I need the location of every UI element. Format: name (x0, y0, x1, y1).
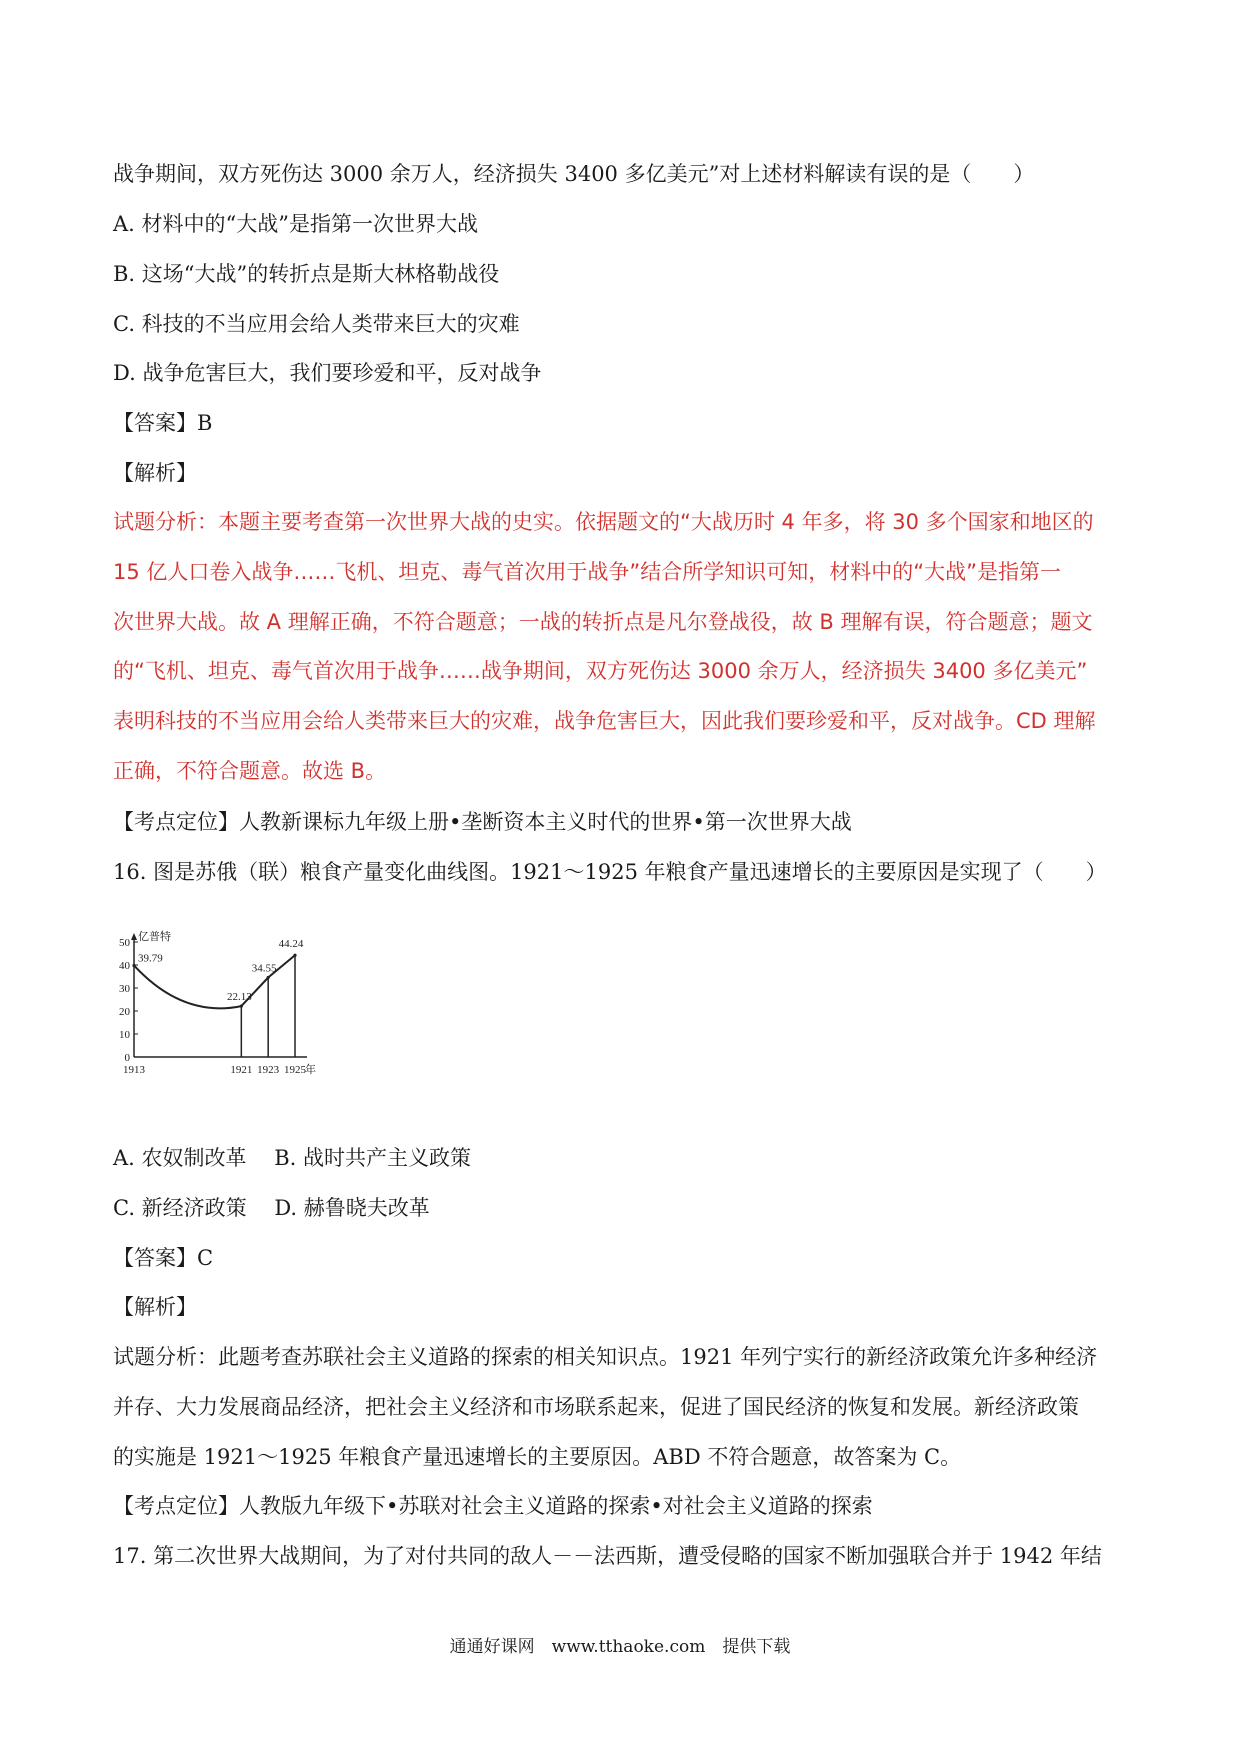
data-point (293, 954, 296, 957)
y-tick-label: 50 (119, 937, 130, 949)
q17-stem: 17. 第二次世界大战期间，为了对付共同的敌人－－法西斯，遭受侵略的国家不断加强联合并于 1942 年结 (113, 1544, 1102, 1568)
q15-analysis-line-3: 次世界大战。故 A 理解正确，不符合题意；一战的转折点是凡尔登战役，故 B 理解有误，符合题意；题文 (113, 610, 1093, 634)
y-tick-label: 0 (124, 1052, 130, 1064)
q15-analysis-line-2: 15 亿人口卷入战争……飞机、坦克、毒气首次用于战争”结合所学知识可知，材料中的“大战”是指第一 (113, 560, 1062, 584)
q15-analysis-line-6: 正确，不符合题意。故选 B。 (113, 759, 387, 783)
y-axis-label: 亿普特 (138, 931, 171, 943)
q16-point: 【考点定位】人教版九年级下•苏联对社会主义道路的探索•对社会主义道路的探索 (113, 1494, 873, 1518)
q16-analysis-line-2: 并存、大力发展商品经济，把社会主义经济和市场联系起来，促进了国民经济的恢复和发展。新经济政策 (113, 1395, 1079, 1419)
x-unit-label: 年 (305, 1064, 316, 1076)
q15-option-c: C. 科技的不当应用会给人类带来巨大的灾难 (113, 312, 520, 336)
x-tick-label: 1923 (257, 1064, 280, 1076)
q16-analysis-title: 【解析】 (113, 1295, 197, 1319)
q15-analysis-line-4: 的“飞机、坦克、毒气首次用于战争……战争期间，双方死伤达 3000 余万人，经济损失 3400 多亿美元” (113, 659, 1088, 683)
q16-options-row-2: C. 新经济政策 D. 赫鲁晓夫改革 (113, 1196, 430, 1220)
q16-options-row-1: A. 农奴制改革 B. 战时共产主义政策 (113, 1146, 471, 1170)
data-label: 39.79 (138, 952, 163, 965)
data-point (240, 1005, 243, 1008)
y-tick-label: 40 (119, 960, 130, 972)
q15-point: 【考点定位】人教新课标九年级上册•垄断资本主义时代的世界•第一次世界大战 (113, 810, 852, 834)
q15-analysis-line-5: 表明科技的不当应用会给人类带来巨大的灾难，战争危害巨大，因此我们要珍爱和平，反对战争。CD 理解 (113, 709, 1096, 733)
data-point (267, 976, 270, 979)
data-label: 22.13 (226, 991, 252, 1004)
q15-option-b: B. 这场“大战”的转折点是斯大林格勒战役 (113, 262, 500, 286)
footer-text: 通通好课网 www.tthaoke.com 提供下载 (449, 1637, 791, 1657)
q16-answer: 【答案】C (113, 1246, 214, 1270)
y-tick-label: 20 (119, 1006, 130, 1018)
grain-output-chart (110, 930, 325, 1090)
q15-analysis-title: 【解析】 (113, 461, 197, 485)
q15-answer: 【答案】B (113, 411, 213, 435)
x-tick-label: 1925 (284, 1064, 306, 1076)
x-tick-label: 1913 (123, 1064, 145, 1076)
q16-stem: 16. 图是苏俄（联）粮食产量变化曲线图。1921～1925 年粮食产量迅速增长的主要原因是实现了（ ） (113, 860, 1107, 884)
data-label: 44.24 (278, 938, 304, 951)
q15-option-a: A. 材料中的“大战”是指第一次世界大战 (113, 212, 478, 236)
data-label: 34.55 (251, 962, 277, 975)
q16-analysis-line-1: 试题分析：此题考查苏联社会主义道路的探索的相关知识点。1921 年列宁实行的新经济政策允许多种经济 (113, 1345, 1098, 1369)
data-point (132, 964, 135, 967)
x-tick-label: 1921 (230, 1064, 253, 1076)
q16-analysis-line-3: 的实施是 1921～1925 年粮食产量迅速增长的主要原因。ABD 不符合题意，故答案为 C。 (113, 1445, 962, 1469)
y-axis-arrow (131, 933, 137, 940)
q15-analysis-line-1: 试题分析：本题主要考查第一次世界大战的史实。依据题文的“大战历时 4 年多，将 30 多个国家和地区的 (113, 510, 1094, 534)
q15-stem-tail: 战争期间，双方死伤达 3000 余万人，经济损失 3400 多亿美元”对上述材料解读有误的是（ ） (113, 162, 1035, 186)
q15-option-d: D. 战争危害巨大，我们要珍爱和平，反对战争 (113, 361, 542, 385)
y-tick-label: 30 (119, 983, 130, 995)
y-tick-label: 10 (119, 1029, 130, 1041)
